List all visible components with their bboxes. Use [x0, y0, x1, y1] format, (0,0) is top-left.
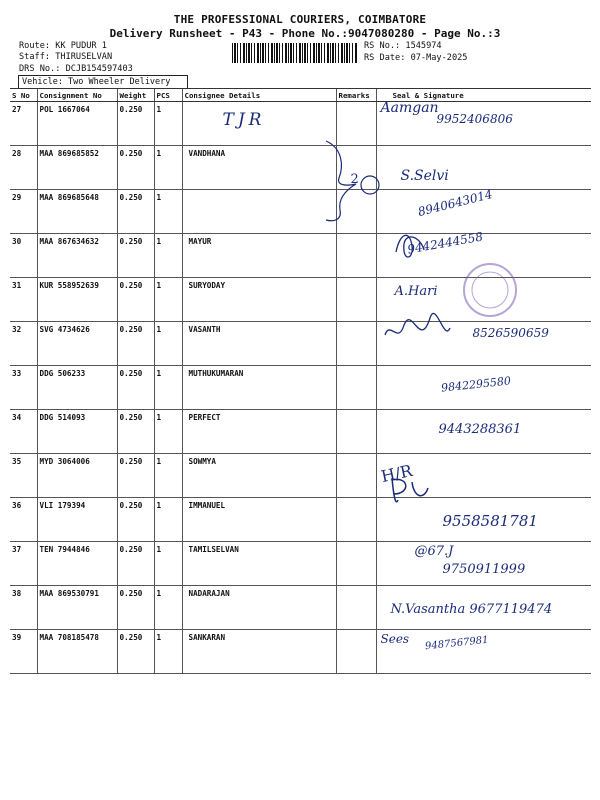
signature: [376, 229, 591, 278]
table-row: [10, 102, 591, 146]
consignment-no: TEN 7944846: [37, 542, 117, 586]
pcs: 1: [154, 278, 182, 322]
weight: 0.250: [117, 366, 154, 410]
signature-phone: 8526590659: [472, 326, 549, 340]
table-row: [10, 498, 591, 542]
signature: [376, 278, 591, 322]
signature-phone: 9558581781: [442, 512, 538, 530]
consignee: SURYODAY: [182, 278, 336, 322]
weight: 0.250: [117, 630, 154, 674]
weight: 0.250: [117, 586, 154, 630]
consignee: PERFECT: [182, 410, 336, 454]
signature: [376, 146, 591, 190]
table-row: [10, 542, 591, 586]
barcode: [232, 43, 358, 63]
weight: 0.250: [117, 410, 154, 454]
table-row: [10, 234, 591, 278]
signature-initials: H/R: [378, 460, 414, 487]
table-header: [10, 89, 591, 102]
consignment-no: SVG 4734626: [37, 322, 117, 366]
consignee: VASANTH: [182, 322, 336, 366]
consignment-no: MAA 869530791: [37, 586, 117, 630]
consignment-no: MAA 708185478: [37, 630, 117, 674]
signature: [376, 498, 591, 542]
consignee: [182, 102, 336, 146]
sno: 32: [10, 322, 37, 366]
pcs: 1: [154, 190, 182, 234]
pcs: 1: [154, 542, 182, 586]
remarks: [336, 190, 376, 234]
table-row: [10, 454, 591, 498]
table-row: [10, 630, 591, 674]
weight: 0.250: [117, 146, 154, 190]
consignment-no: MYD 3064006: [37, 454, 117, 498]
signature: [376, 102, 591, 146]
signature: [376, 322, 591, 366]
signature-phone: 9842295580: [440, 374, 511, 395]
col-pcs: PCS: [154, 89, 182, 102]
weight: 0.250: [117, 190, 154, 234]
runsheet-subtitle: Delivery Runsheet - P43 - Phone No.:9047080280 - Page No.:3: [109, 27, 501, 40]
weight: 0.250: [117, 102, 154, 146]
rs-number: RS No.: 1545974: [364, 41, 442, 51]
sno: 29: [10, 190, 37, 234]
signature: [376, 366, 591, 410]
col-seal-signature: Seal & Signature: [376, 89, 591, 102]
consignment-no: MAA 869685852: [37, 146, 117, 190]
consignee: IMMANUEL: [182, 498, 336, 542]
drs-number: DRS No.: DCJB154597403: [19, 64, 133, 74]
sno: 31: [10, 278, 37, 322]
remarks: [336, 102, 376, 146]
signature-scribble: Sees: [380, 632, 410, 646]
consignee: MAYUR: [182, 234, 336, 278]
table-row: [10, 586, 591, 630]
table-row: [10, 322, 591, 366]
remarks: [336, 498, 376, 542]
table-row: [10, 190, 591, 234]
pcs: 1: [154, 146, 182, 190]
col-sno: S No: [10, 89, 37, 102]
col-consignee: Consignee Details: [182, 89, 336, 102]
signature-phone: 9750911999: [442, 562, 526, 577]
sno: 30: [10, 234, 37, 278]
consignee: [182, 190, 336, 234]
pcs: 1: [154, 630, 182, 674]
signature: [376, 454, 591, 498]
route-label: Route: KK PUDUR 1: [19, 41, 107, 51]
sno: 28: [10, 146, 37, 190]
company-title: THE PROFESSIONAL COURIERS, COIMBATORE: [173, 13, 427, 26]
sno: 39: [10, 630, 37, 674]
sno: 34: [10, 410, 37, 454]
sno: 36: [10, 498, 37, 542]
remarks: [336, 586, 376, 630]
signature-phone: 9443288361: [438, 422, 522, 437]
remarks: [336, 542, 376, 586]
consignee: MUTHUKUMARAN: [182, 366, 336, 410]
signature: [376, 186, 591, 234]
consignee: SANKARAN: [182, 630, 336, 674]
signature: [376, 586, 591, 630]
signature-name: A.Hari: [394, 284, 438, 299]
remark-bracket-number: 2: [350, 172, 359, 187]
pcs: 1: [154, 366, 182, 410]
weight: 0.250: [117, 322, 154, 366]
table-row: [10, 278, 591, 322]
col-weight: Weight: [117, 89, 154, 102]
weight: 0.250: [117, 498, 154, 542]
consignee: TAMILSELVAN: [182, 542, 336, 586]
remarks: [336, 322, 376, 366]
signature-scribble: @67.J: [414, 544, 454, 559]
pcs: 1: [154, 102, 182, 146]
remarks: [336, 630, 376, 674]
signature-phone: 9487567981: [424, 634, 489, 653]
pcs: 1: [154, 498, 182, 542]
signature-name: S.Selvi: [400, 168, 449, 184]
consignment-no: DDG 514093: [37, 410, 117, 454]
consignment-no: MAA 867634632: [37, 234, 117, 278]
signature: [376, 542, 591, 586]
consignment-no: POL 1667064: [37, 102, 117, 146]
remarks: [336, 410, 376, 454]
consignment-no: MAA 869685648: [37, 190, 117, 234]
consignee: SOWMYA: [182, 454, 336, 498]
consignment-no: VLI 179394: [37, 498, 117, 542]
table-row: [10, 146, 591, 190]
consignee: NADARAJAN: [182, 586, 336, 630]
remarks: [336, 146, 376, 190]
signature-scribble: Aamgan: [380, 100, 439, 116]
remarks: [336, 234, 376, 278]
vehicle-label: Vehicle: Two Wheeler Delivery: [18, 75, 188, 89]
remarks: [336, 366, 376, 410]
col-consignment: Consignment No: [37, 89, 117, 102]
runsheet-table: [10, 88, 591, 674]
signature-phone: 9952406806: [436, 112, 513, 126]
sno: 35: [10, 454, 37, 498]
signature: [376, 410, 591, 454]
pcs: 1: [154, 410, 182, 454]
remarks: [336, 278, 376, 322]
weight: 0.250: [117, 234, 154, 278]
signature-name-phone: N.Vasantha 9677119474: [390, 602, 553, 617]
consignment-no: KUR 558952639: [37, 278, 117, 322]
sno: 33: [10, 366, 37, 410]
consignee-handwriting: TJR: [222, 110, 266, 130]
table-row: [10, 410, 591, 454]
signature-phone: 9442444558: [405, 229, 484, 257]
remarks: [336, 454, 376, 498]
sno: 27: [10, 102, 37, 146]
consignee: VANDHANA: [182, 146, 336, 190]
weight: 0.250: [117, 542, 154, 586]
staff-label: Staff: THIRUSELVAN: [19, 52, 113, 62]
pcs: 1: [154, 454, 182, 498]
signature-phone: 8940643014: [415, 186, 494, 220]
rs-date: RS Date: 07-May-2025: [364, 53, 468, 63]
pcs: 1: [154, 586, 182, 630]
sno: 38: [10, 586, 37, 630]
weight: 0.250: [117, 278, 154, 322]
pcs: 1: [154, 322, 182, 366]
sno: 37: [10, 542, 37, 586]
col-remarks: Remarks: [336, 89, 376, 102]
signature: [376, 630, 591, 674]
table-row: [10, 366, 591, 410]
weight: 0.250: [117, 454, 154, 498]
consignment-no: DDG 506233: [37, 366, 117, 410]
pcs: 1: [154, 234, 182, 278]
